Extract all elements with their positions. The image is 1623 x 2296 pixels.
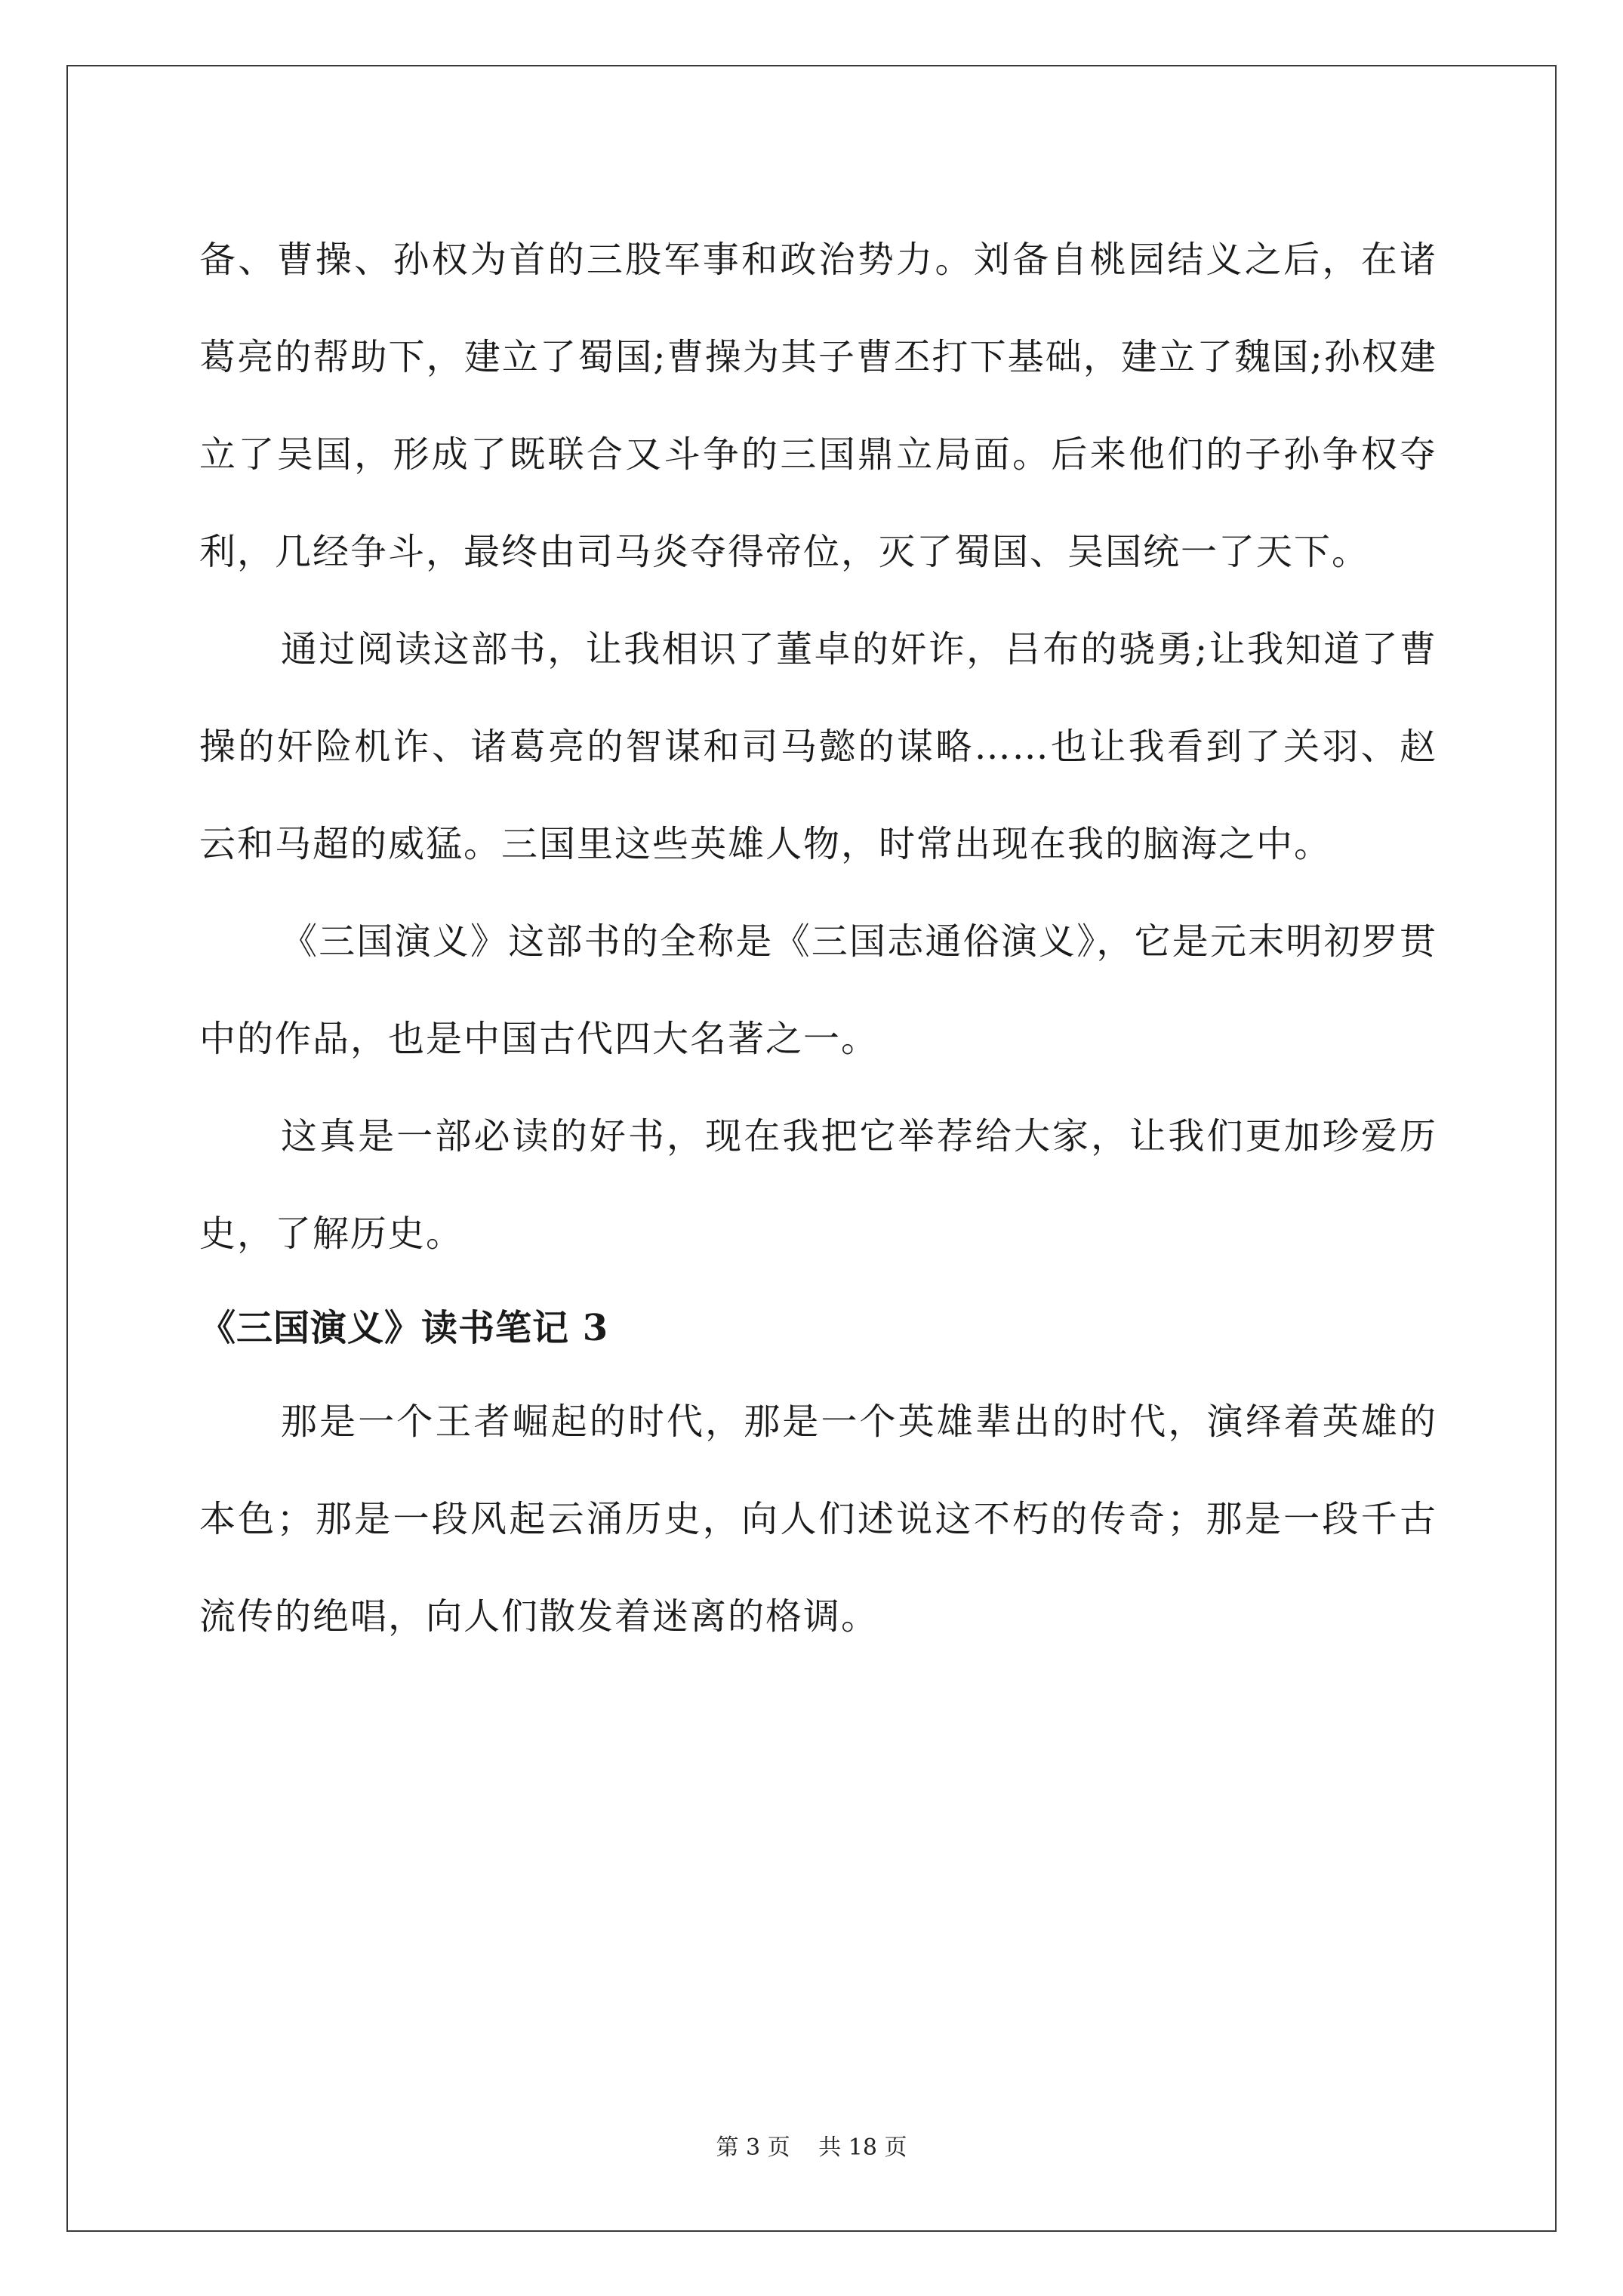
document-body <box>199 211 1437 1666</box>
paragraph-5: 那是一个王者崛起的时代，那是一个英雄辈出的时代，演绎着英雄的本色；那是一段风起云涌历史，向人们述说这不朽的传奇；那是一段千古流传的绝唱，向人们散发着迷离的格调。 <box>199 1401 1437 1638</box>
page-footer <box>0 2133 1623 2163</box>
paragraph-1: 备、曹操、孙权为首的三股军事和政治势力。刘备自桃园结义之后，在诸葛亮的帮助下，建立了蜀国;曹操为其子曹丕打下基础，建立了魏国;孙权建立了吴国，形成了既联合又斗争的三国鼎立局面。后来他们的子孙争权夺利，几经争斗，最终由司马炎夺得帝位，灭了蜀国、吴国统一了天下。 <box>199 239 1437 573</box>
page-total: 共 18 页 <box>818 2134 907 2161</box>
page-number: 第 3 页 <box>716 2134 790 2161</box>
paragraph-2: 通过阅读这部书，让我相识了董卓的奸诈，吕布的骁勇;让我知道了曹操的奸险机诈、诸葛亮的智谋和司马懿的谋略……也让我看到了关羽、赵云和马超的威猛。三国里这些英雄人物，时常出现在我的脑海之中。 <box>199 628 1437 865</box>
paragraph-4: 这真是一部必读的好书，现在我把它举荐给大家，让我们更加珍爱历史，了解历史。 <box>199 1115 1437 1255</box>
paragraph-3: 《三国演义》这部书的全称是《三国志通俗演义》，它是元末明初罗贯中的作品，也是中国古代四大名著之一。 <box>199 920 1437 1060</box>
section-heading: 《三国演义》读书笔记 3 <box>199 1307 609 1349</box>
